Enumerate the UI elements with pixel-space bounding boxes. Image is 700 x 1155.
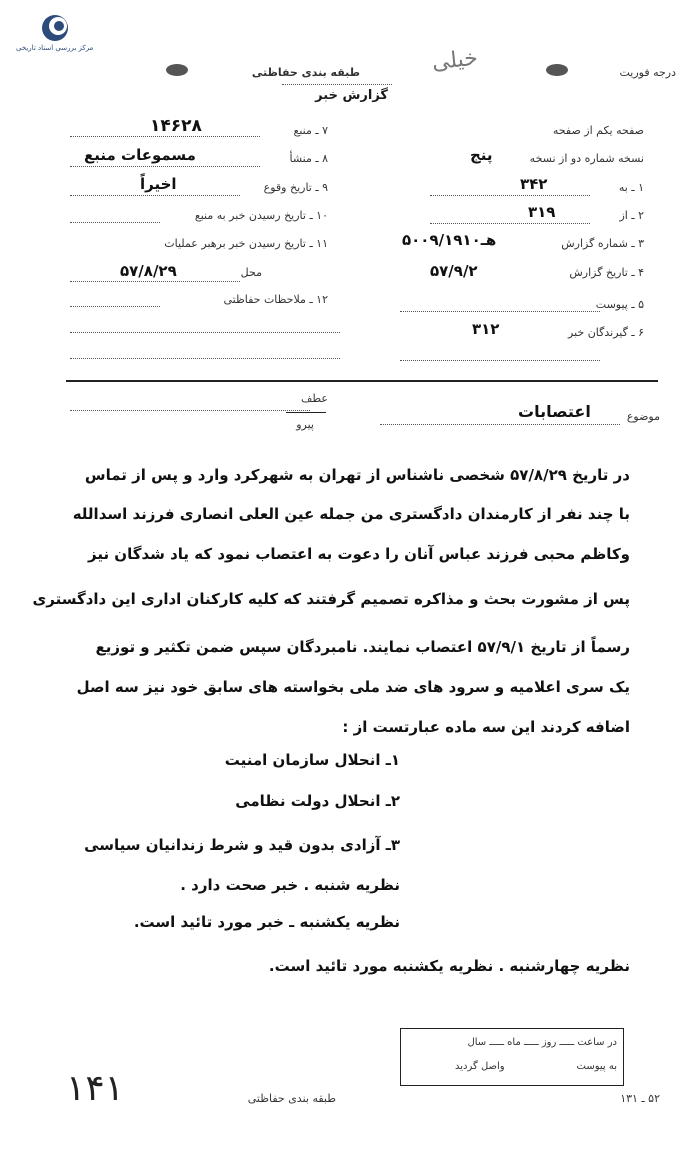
- receipt-line-1: در ساعت ـــــ روز ـــــ ماه ـــــ سال: [467, 1037, 617, 1048]
- field-source-label: ۷ ـ منبع: [293, 124, 328, 137]
- header-separator: [66, 380, 658, 382]
- body-line-5: رسماً از تاریخ ۵۷/۹/۱ اعتصاب نمایند. نامبردگان سپس ضمن تکثیر و توزیع: [95, 638, 630, 656]
- subject-value: اعتصابات: [518, 402, 591, 421]
- reference-atf-line: [70, 410, 310, 411]
- footer-form-number: ۵۲ ـ ۱۳۱: [620, 1092, 660, 1105]
- body-line-1: در تاریخ ۵۷/۸/۲۹ شخصی ناشناس از تهران به شهرکرد وارد و پس از تماس: [84, 466, 630, 484]
- receipt-line-2-right: به پیوست: [576, 1061, 617, 1072]
- field-copy-number-value: پنج: [470, 146, 493, 164]
- subject-line: [380, 424, 620, 425]
- body-line-4: پس از مشورت بحث و مذاکره تصمیم گرفتند که کلیه کارکنان اداری این دادگستری: [32, 590, 630, 608]
- field-event-date-label: ۹ ـ تاریخ وقوع: [263, 181, 328, 194]
- archive-logo-icon: [40, 14, 70, 42]
- subject-label: موضوع: [626, 410, 660, 423]
- field-security-notes-label: ۱۲ ـ ملاحظات حفاظتی: [223, 293, 328, 306]
- body-line-3: وکاظم محبی فرزند عباس آنان را دعوت به اعتصاب نمود که یاد شدگان نیز: [87, 545, 630, 563]
- archive-logo: [16, 14, 96, 54]
- punch-hole-right: [546, 64, 568, 76]
- body-line-8: ۱ـ انحلال سازمان امنیت: [224, 751, 400, 769]
- field-page-count-label: صفحه یکم از صفحه: [552, 124, 644, 137]
- field-place-label: محل: [240, 266, 262, 279]
- field-to-value: ۳۴۲: [520, 175, 548, 193]
- field-report-number-label: ۳ ـ شماره گزارش: [561, 237, 644, 250]
- field-to-label: ۱ ـ به: [618, 181, 644, 194]
- field-report-number-value: ۵۰۰۹/۱۹۱۰هـ: [402, 231, 497, 249]
- field-place-value: ۵۷/۸/۲۹: [120, 262, 177, 280]
- handwritten-page-number: ۱۴۱: [66, 1068, 125, 1109]
- field-date-received-operations-label: ۱۱ ـ تاریخ رسیدن خبر برهبر عملیات: [164, 237, 328, 250]
- report-title: گزارش خبر: [315, 88, 388, 103]
- body-line-13: نظریه چهارشنبه . نظریه یکشنبه مورد تائید است.: [268, 957, 630, 975]
- body-line-12: نظریه یکشنبه ـ خبر مورد تائید است.: [133, 913, 400, 931]
- field-copy-number-label: نسخه شماره دو از نسخه: [529, 152, 644, 165]
- header-dotted-line: [282, 84, 392, 85]
- field-recipients-label: ۶ ـ گیرندگان خبر: [568, 326, 644, 339]
- field-from-value: ۳۱۹: [528, 203, 556, 221]
- field-report-date-value: ۵۷/۹/۲: [430, 262, 478, 280]
- classification-stamp-hand: خیلی: [430, 45, 480, 76]
- archive-logo-caption: مرکز بررسی اسناد تاریخی: [16, 44, 94, 52]
- reference-pirow-label: پیرو: [296, 418, 314, 431]
- field-report-date-label: ۴ ـ تاریخ گزارش: [569, 266, 644, 279]
- body-line-10: ۳ـ آزادی بدون قید و شرط زندانیان سیاسی: [84, 836, 400, 854]
- field-event-date-value: اخیراً: [140, 175, 177, 193]
- footer-classification: طبقه بندی حفاظتی: [247, 1092, 336, 1105]
- reference-divider: [286, 412, 326, 413]
- field-origin-value: مسموعات منبع: [84, 146, 196, 164]
- body-line-11: نظریه شنبه . خبر صحت دارد .: [180, 876, 400, 894]
- field-source-value: ۱۴۶۲۸: [150, 116, 202, 136]
- punch-hole-left: [166, 64, 188, 76]
- body-line-6: یک سری اعلامیه و سرود های ضد ملی بخواسته های سابق خود نیز سه اصل: [76, 678, 630, 696]
- field-from-label: ۲ ـ از: [619, 209, 644, 222]
- header-classification: طبقه بندی حفاظتی: [251, 66, 360, 79]
- body-line-9: ۲ـ انحلال دولت نظامی: [235, 792, 400, 810]
- priority-label: درجه فوریت: [619, 66, 676, 79]
- field-attachment-label: ۵ ـ پیوست: [595, 298, 644, 311]
- reference-atf-label: عطف: [301, 392, 328, 405]
- body-line-2: با چند نفر از کارمندان دادگستری من جمله عین العلی انصاری فرزند اسدالله: [72, 505, 630, 523]
- receipt-line-2-left: واصل گردید: [455, 1061, 505, 1072]
- receipt-box: [400, 1028, 624, 1086]
- field-recipients-value: ۳۱۲: [472, 320, 500, 338]
- field-origin-label: ۸ ـ منشأ: [289, 152, 328, 165]
- field-date-received-source-label: ۱۰ ـ تاریخ رسیدن خبر به منبع: [194, 209, 328, 222]
- body-line-7: اضافه کردند این سه ماده عبارتست از :: [342, 718, 630, 736]
